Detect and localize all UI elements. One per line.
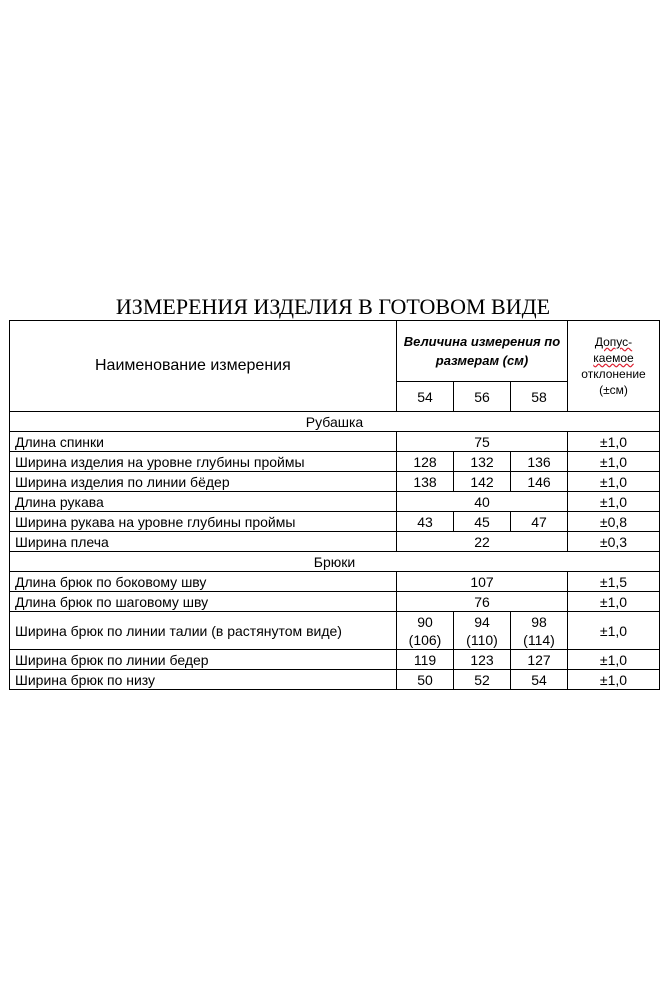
row-tolerance: ±1,0 [568, 452, 660, 472]
table-row [10, 532, 660, 552]
row-value-56 [454, 612, 511, 650]
row-value-58: 54 [511, 670, 568, 690]
table-row [10, 592, 660, 612]
row-tolerance: ±1,5 [568, 572, 660, 592]
table-row [10, 432, 660, 452]
row-tolerance: ±1,0 [568, 592, 660, 612]
row-value: 75 [397, 432, 568, 452]
row-tolerance: ±1,0 [568, 472, 660, 492]
row-name: Длина брюк по боковому шву [10, 572, 397, 592]
table-row [10, 612, 660, 650]
row-tolerance: ±1,0 [568, 670, 660, 690]
row-value-54: 128 [397, 452, 454, 472]
size-58: 58 [511, 382, 568, 412]
row-tolerance: ±1,0 [568, 612, 660, 650]
row-value-58 [511, 612, 568, 650]
row-value: 22 [397, 532, 568, 552]
measurements-table [9, 320, 660, 690]
row-name: Ширина брюк по низу [10, 670, 397, 690]
table-row [10, 492, 660, 512]
section-label: Рубашка [10, 412, 660, 432]
row-name: Ширина плеча [10, 532, 397, 552]
table-row [10, 512, 660, 532]
row-name: Ширина изделия по линии бёдер [10, 472, 397, 492]
tolerance-line4: (±см) [599, 383, 628, 397]
value-relaxed: 90 [417, 613, 433, 630]
row-name: Ширина брюк по линии талии (в растянутом виде) [10, 612, 397, 650]
page-title: ИЗМЕРЕНИЯ ИЗДЕЛИЯ В ГОТОВОМ ВИДЕ [115, 294, 551, 319]
header-row [10, 321, 660, 382]
row-tolerance: ±1,0 [568, 432, 660, 452]
row-name: Ширина брюк по линии бедер [10, 650, 397, 670]
row-name: Ширина рукава на уровне глубины проймы [10, 512, 397, 532]
row-value-54: 50 [397, 670, 454, 690]
row-value-56: 123 [454, 650, 511, 670]
row-name: Длина брюк по шаговому шву [10, 592, 397, 612]
row-tolerance: ±1,0 [568, 492, 660, 512]
value-stretched: (110) [466, 631, 498, 648]
section-trousers [10, 552, 660, 572]
row-value-54: 43 [397, 512, 454, 532]
row-name: Длина рукава [10, 492, 397, 512]
row-value-54 [397, 612, 454, 650]
row-value-56: 45 [454, 512, 511, 532]
table-row [10, 670, 660, 690]
value-relaxed: 94 [474, 613, 490, 630]
table-row [10, 452, 660, 472]
row-value-58: 146 [511, 472, 568, 492]
row-tolerance: ±0,8 [568, 512, 660, 532]
row-name: Длина спинки [10, 432, 397, 452]
row-value-58: 47 [511, 512, 568, 532]
value-stretched: (114) [523, 631, 555, 648]
name-column-header: Наименование измерения [10, 321, 397, 412]
row-value-58: 127 [511, 650, 568, 670]
row-tolerance: ±1,0 [568, 650, 660, 670]
row-value: 107 [397, 572, 568, 592]
row-value-56: 142 [454, 472, 511, 492]
section-shirt [10, 412, 660, 432]
row-value-54: 119 [397, 650, 454, 670]
table-row [10, 572, 660, 592]
tolerance-column-header [568, 321, 660, 412]
row-value-56: 132 [454, 452, 511, 472]
row-value-54: 138 [397, 472, 454, 492]
value-relaxed: 98 [531, 613, 547, 630]
table-row [10, 472, 660, 492]
row-name: Ширина изделия на уровне глубины проймы [10, 452, 397, 472]
size-54: 54 [397, 382, 454, 412]
size-column-header: Величина измерения по размерам (см) [397, 321, 568, 382]
tolerance-line1: Допус- [594, 335, 633, 349]
size-56: 56 [454, 382, 511, 412]
value-stretched: (106) [408, 631, 442, 648]
row-value: 76 [397, 592, 568, 612]
tolerance-line3: отклонение [581, 367, 646, 381]
row-tolerance: ±0,3 [568, 532, 660, 552]
row-value-56: 52 [454, 670, 511, 690]
section-label: Брюки [10, 552, 660, 572]
tolerance-line2: каемое [593, 351, 634, 365]
row-value: 40 [397, 492, 568, 512]
table-row [10, 650, 660, 670]
row-value-58: 136 [511, 452, 568, 472]
